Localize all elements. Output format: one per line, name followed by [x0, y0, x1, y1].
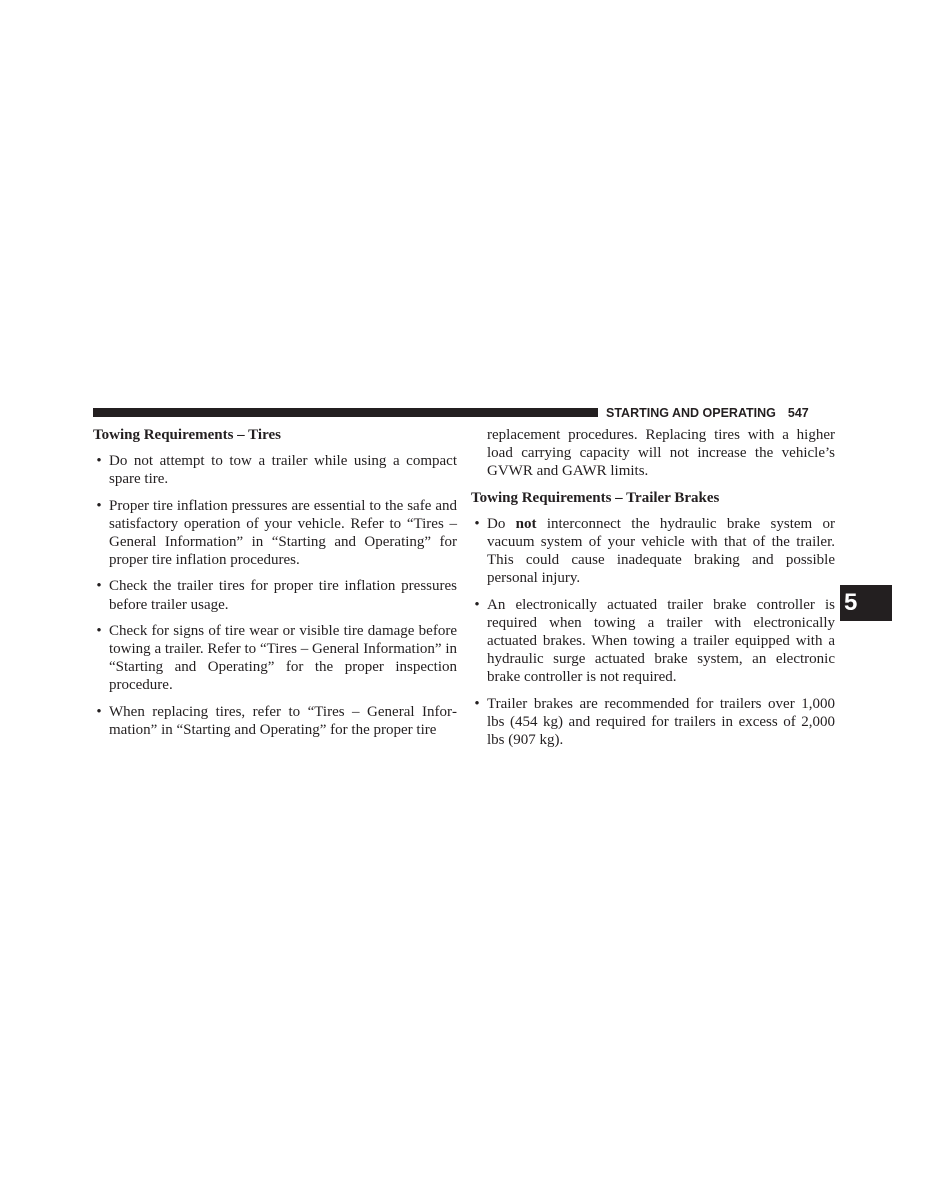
list-item [93, 452, 457, 488]
bullet-icon: • [96, 453, 102, 470]
list-item-text: Check the trailer tires for proper tire inflation pressures before trailer usage. [109, 578, 457, 613]
list-item [93, 497, 457, 570]
list-item-text: Check for signs of tire wear or visible tire damage before towing a trailer. Refer to “Tires – General Information” in “Starting and Operating” for the proper inspection procedure. [109, 622, 457, 694]
emphasis-not: not [515, 515, 537, 532]
list-item-text: Trailer brakes are recommended for trailers over 1,000 lbs (454 kg) and required for trailers in excess of 2,000 lbs (907 kg). [487, 695, 835, 749]
right-column [471, 426, 835, 757]
list-item-text: An electronically actuated trailer brake controller is required when towing a trailer with electronically actuated brakes. When towing a trailer equipped with a hydraulic surge actuated brake system, an electronic brake controller is not required. [487, 596, 835, 686]
bullet-icon: • [474, 695, 480, 712]
bullet-icon: • [96, 578, 102, 595]
heading-towing-tires: Towing Requirements – Tires [93, 427, 281, 443]
bullet-icon: • [474, 515, 480, 532]
list-item [471, 695, 835, 750]
list-item-text: interconnect the hydraulic brake system or vacuum system of your vehicle with that of the trailer. This could cause inadequate braking and possible personal injury. [487, 515, 836, 587]
list-item [93, 577, 457, 613]
list-item-text: When replacing tires, refer to “Tires – General Information” in “Starting and Operating” for the proper tire [109, 703, 457, 738]
page-number: 547 [787, 406, 809, 420]
list-item [471, 515, 835, 588]
list-item [93, 622, 457, 695]
section-title: STARTING AND OPERATING [606, 406, 776, 420]
heading-trailer-brakes: Towing Requirements – Trailer Brakes [471, 489, 720, 506]
left-column [93, 426, 457, 747]
tires-bullet-list [93, 452, 457, 739]
list-item [471, 596, 835, 687]
bullet-icon: • [474, 596, 480, 613]
section-tab: 5 [840, 585, 892, 621]
list-item [93, 703, 457, 739]
bullet-icon: • [96, 703, 102, 720]
list-item-text: Proper tire inflation pressures are essential to the safe and satisfactory operation of your vehicle. Refer to “Tires – General Information” in “Starting and Operating” for proper tire inflation procedures. [109, 497, 457, 569]
bullet-icon: • [96, 622, 102, 639]
header-rule [93, 408, 598, 417]
running-header [606, 405, 809, 421]
continued-paragraph: replacement procedures. Replacing tires with a higher load carrying capacity will not increase the vehicle’s GVWR and GAWR limits. [487, 427, 835, 480]
list-item-text: Do not attempt to tow a trailer while using a compact spare tire. [109, 453, 457, 488]
bullet-icon: • [96, 497, 102, 514]
list-item-prefix: Do [487, 515, 506, 532]
brakes-bullet-list [471, 515, 835, 749]
